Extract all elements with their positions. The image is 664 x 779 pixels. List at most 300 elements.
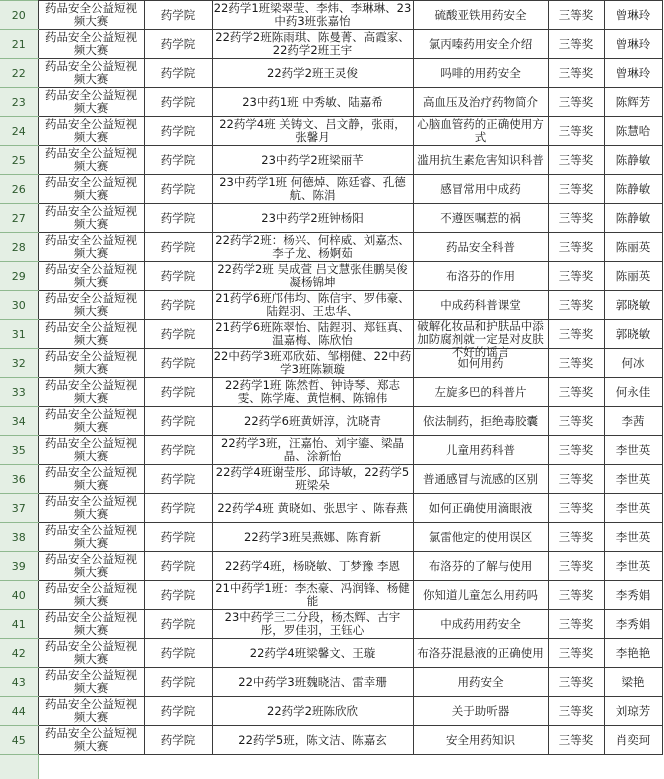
award-cell[interactable] bbox=[548, 233, 604, 262]
college-cell[interactable] bbox=[144, 581, 212, 610]
award-cell[interactable] bbox=[548, 59, 604, 88]
work-title-cell[interactable] bbox=[413, 146, 548, 175]
competition-cell-text: 药品安全公益短视频大赛 bbox=[45, 610, 137, 637]
work-title-cell[interactable] bbox=[413, 1, 548, 30]
award-cell-text: 三等奖 bbox=[558, 529, 594, 544]
row-number[interactable] bbox=[0, 349, 38, 378]
competition-cell[interactable] bbox=[38, 117, 144, 146]
competition-cell[interactable] bbox=[38, 233, 144, 262]
college-cell[interactable] bbox=[144, 494, 212, 523]
row-number[interactable] bbox=[0, 465, 38, 494]
advisor-cell[interactable] bbox=[604, 175, 662, 204]
row-number[interactable] bbox=[0, 59, 38, 88]
work-title-cell[interactable] bbox=[413, 378, 548, 407]
work-title-cell[interactable] bbox=[413, 610, 548, 639]
award-cell[interactable] bbox=[548, 610, 604, 639]
work-title-cell[interactable] bbox=[413, 262, 548, 291]
advisor-cell[interactable] bbox=[604, 262, 662, 291]
competition-cell[interactable] bbox=[38, 291, 144, 320]
participants-cell-text: 22药学4班 关铸文、吕文静，张雨，张馨月 bbox=[219, 117, 406, 144]
advisor-cell[interactable] bbox=[604, 88, 662, 117]
participants-cell[interactable] bbox=[212, 88, 413, 117]
work-title-cell[interactable] bbox=[413, 581, 548, 610]
college-cell[interactable] bbox=[144, 349, 212, 378]
row-number[interactable] bbox=[0, 639, 38, 668]
work-title-cell[interactable] bbox=[413, 697, 548, 726]
college-cell[interactable] bbox=[144, 117, 212, 146]
college-cell-text: 药学院 bbox=[160, 471, 196, 486]
college-cell-text: 药学院 bbox=[160, 152, 196, 167]
work-title-cell[interactable] bbox=[413, 523, 548, 552]
table-row bbox=[0, 610, 662, 639]
work-title-cell[interactable] bbox=[413, 465, 548, 494]
work-title-cell[interactable] bbox=[413, 117, 548, 146]
table-row bbox=[0, 581, 662, 610]
participants-cell[interactable] bbox=[212, 494, 413, 523]
advisor-cell-text: 李秀娟 bbox=[615, 616, 651, 631]
work-title-cell[interactable] bbox=[413, 639, 548, 668]
participants-cell[interactable] bbox=[212, 59, 413, 88]
college-cell[interactable] bbox=[144, 88, 212, 117]
participants-cell-text: 22药学6班黄妍淳，沈晓青 bbox=[244, 413, 381, 428]
participants-cell-text: 22药学4班 黄晓如、张思宇 、陈春燕 bbox=[217, 500, 408, 515]
work-title-cell[interactable] bbox=[413, 233, 548, 262]
row-number[interactable] bbox=[0, 697, 38, 726]
award-cell[interactable] bbox=[548, 1, 604, 30]
advisor-cell-text: 陈静敏 bbox=[615, 181, 651, 196]
row-number[interactable] bbox=[0, 436, 38, 465]
award-cell[interactable] bbox=[548, 349, 604, 378]
competition-cell[interactable] bbox=[38, 320, 144, 349]
award-cell-text: 三等奖 bbox=[558, 65, 594, 80]
work-title-cell[interactable] bbox=[413, 668, 548, 697]
competition-cell-text: 药品安全公益短视频大赛 bbox=[45, 581, 137, 608]
college-cell[interactable] bbox=[144, 262, 212, 291]
advisor-cell[interactable] bbox=[604, 146, 662, 175]
participants-cell[interactable] bbox=[212, 262, 413, 291]
participants-cell-text: 22药学2班：杨兴、何梓威、刘嘉杰、李子龙、杨婀茹 bbox=[215, 233, 410, 260]
participants-cell[interactable] bbox=[212, 1, 413, 30]
work-title-cell[interactable] bbox=[413, 291, 548, 320]
college-cell[interactable] bbox=[144, 291, 212, 320]
row-number[interactable] bbox=[0, 378, 38, 407]
advisor-cell[interactable] bbox=[604, 1, 662, 30]
advisor-cell[interactable] bbox=[604, 726, 662, 755]
row-number-text: 35 bbox=[11, 443, 26, 457]
table-row bbox=[0, 378, 662, 407]
award-cell[interactable] bbox=[548, 465, 604, 494]
table-row bbox=[0, 262, 662, 291]
advisor-cell[interactable] bbox=[604, 610, 662, 639]
college-cell[interactable] bbox=[144, 233, 212, 262]
participants-cell[interactable] bbox=[212, 233, 413, 262]
advisor-cell-text: 何冰 bbox=[621, 355, 645, 370]
participants-cell[interactable] bbox=[212, 581, 413, 610]
college-cell[interactable] bbox=[144, 407, 212, 436]
college-cell[interactable] bbox=[144, 146, 212, 175]
table-row bbox=[0, 1, 662, 30]
row-number-text: 21 bbox=[11, 37, 26, 51]
row-number[interactable] bbox=[0, 581, 38, 610]
competition-cell[interactable] bbox=[38, 146, 144, 175]
row-number[interactable] bbox=[0, 233, 38, 262]
award-cell[interactable] bbox=[548, 204, 604, 233]
advisor-cell-text: 郭晓敏 bbox=[615, 326, 651, 341]
competition-cell-text: 药品安全公益短视频大赛 bbox=[45, 639, 137, 666]
table-row bbox=[0, 349, 662, 378]
participants-cell-text: 22药学4班梁馨文、王璇 bbox=[249, 645, 376, 660]
participants-cell[interactable] bbox=[212, 30, 413, 59]
participants-cell[interactable] bbox=[212, 726, 413, 755]
row-number[interactable] bbox=[0, 175, 38, 204]
advisor-cell[interactable] bbox=[604, 349, 662, 378]
row-number-text: 29 bbox=[11, 269, 26, 283]
advisor-cell[interactable] bbox=[604, 465, 662, 494]
row-number-text: 38 bbox=[11, 530, 26, 544]
row-number[interactable] bbox=[0, 30, 38, 59]
award-cell[interactable] bbox=[548, 668, 604, 697]
college-cell[interactable] bbox=[144, 523, 212, 552]
work-title-cell[interactable] bbox=[413, 319, 548, 359]
work-title-cell[interactable] bbox=[413, 59, 548, 88]
competition-cell[interactable] bbox=[38, 581, 144, 610]
competition-cell[interactable] bbox=[38, 610, 144, 639]
award-cell[interactable] bbox=[548, 407, 604, 436]
row-number[interactable] bbox=[0, 117, 38, 146]
advisor-cell[interactable] bbox=[604, 291, 662, 320]
award-cell-text: 三等奖 bbox=[558, 587, 594, 602]
table-row bbox=[0, 117, 662, 146]
competition-cell-text: 药品安全公益短视频大赛 bbox=[45, 726, 137, 753]
award-cell-text: 三等奖 bbox=[558, 210, 594, 225]
participants-cell[interactable] bbox=[212, 436, 413, 465]
competition-cell[interactable] bbox=[38, 30, 144, 59]
work-title-cell-text: 依法制药，拒绝毒胶囊 bbox=[423, 413, 538, 428]
competition-cell[interactable] bbox=[38, 88, 144, 117]
row-number[interactable] bbox=[0, 494, 38, 523]
participants-cell[interactable] bbox=[212, 320, 413, 349]
row-number-text: 41 bbox=[11, 617, 26, 631]
row-number-text: 22 bbox=[11, 66, 26, 80]
work-title-cell[interactable] bbox=[413, 407, 548, 436]
row-number-text: 26 bbox=[11, 182, 26, 196]
participants-cell[interactable] bbox=[212, 523, 413, 552]
work-title-cell-text: 吗啡的用药安全 bbox=[440, 65, 521, 80]
award-cell-text: 三等奖 bbox=[558, 471, 594, 486]
college-cell[interactable] bbox=[144, 610, 212, 639]
participants-cell-text: 22中药学3班魏晓洁、雷幸珊 bbox=[238, 674, 387, 689]
competition-cell[interactable] bbox=[38, 262, 144, 291]
table-row bbox=[0, 436, 662, 465]
participants-cell-text: 23中药1班 中秀敏、陆嘉希 bbox=[242, 94, 383, 109]
participants-cell-text: 21中药学1班：李杰豪、冯润锋、杨健能 bbox=[215, 581, 410, 608]
competition-cell-text: 药品安全公益短视频大赛 bbox=[45, 233, 137, 260]
college-cell[interactable] bbox=[144, 465, 212, 494]
competition-cell[interactable] bbox=[38, 668, 144, 697]
competition-cell[interactable] bbox=[38, 175, 144, 204]
competition-cell[interactable] bbox=[38, 523, 144, 552]
table-row bbox=[0, 233, 662, 262]
participants-cell[interactable] bbox=[212, 349, 413, 378]
row-number-text: 40 bbox=[11, 588, 26, 602]
award-cell[interactable] bbox=[548, 291, 604, 320]
participants-cell[interactable] bbox=[212, 146, 413, 175]
participants-cell-text: 23中药学2班钟杨阳 bbox=[261, 210, 364, 225]
college-cell[interactable] bbox=[144, 1, 212, 30]
advisor-cell-text: 李世英 bbox=[615, 500, 651, 515]
award-cell[interactable] bbox=[548, 639, 604, 668]
advisor-cell[interactable] bbox=[604, 204, 662, 233]
competition-cell[interactable] bbox=[38, 59, 144, 88]
advisor-cell-text: 李艳艳 bbox=[615, 645, 651, 660]
work-title-cell[interactable] bbox=[413, 175, 548, 204]
advisor-cell-text: 陈慧哈 bbox=[615, 123, 651, 138]
award-cell-text: 三等奖 bbox=[558, 123, 594, 138]
award-cell-text: 三等奖 bbox=[558, 326, 594, 341]
work-title-cell[interactable] bbox=[413, 726, 548, 755]
college-cell[interactable] bbox=[144, 697, 212, 726]
competition-cell-text: 药品安全公益短视频大赛 bbox=[45, 30, 137, 57]
college-cell[interactable] bbox=[144, 726, 212, 755]
table-row bbox=[0, 697, 662, 726]
college-cell[interactable] bbox=[144, 639, 212, 668]
participants-cell[interactable] bbox=[212, 610, 413, 639]
table-row bbox=[0, 175, 662, 204]
row-number[interactable] bbox=[0, 204, 38, 233]
competition-cell-text: 药品安全公益短视频大赛 bbox=[45, 668, 137, 695]
row-number[interactable] bbox=[0, 88, 38, 117]
award-cell[interactable] bbox=[548, 378, 604, 407]
college-cell[interactable] bbox=[144, 552, 212, 581]
advisor-cell[interactable] bbox=[604, 668, 662, 697]
work-title-cell[interactable] bbox=[413, 204, 548, 233]
participants-cell[interactable] bbox=[212, 378, 413, 407]
award-cell[interactable] bbox=[548, 320, 604, 349]
competition-cell[interactable] bbox=[38, 465, 144, 494]
advisor-cell-text: 李秀娟 bbox=[615, 587, 651, 602]
row-number[interactable] bbox=[0, 407, 38, 436]
award-cell-text: 三等奖 bbox=[558, 413, 594, 428]
advisor-cell-text: 陈辉芳 bbox=[615, 94, 651, 109]
advisor-cell-text: 郭晓敏 bbox=[615, 297, 651, 312]
competition-cell-text: 药品安全公益短视频大赛 bbox=[45, 465, 137, 492]
work-title-cell[interactable] bbox=[413, 88, 548, 117]
participants-cell[interactable] bbox=[212, 668, 413, 697]
college-cell-text: 药学院 bbox=[160, 268, 196, 283]
competition-cell[interactable] bbox=[38, 697, 144, 726]
award-cell[interactable] bbox=[548, 88, 604, 117]
advisor-cell[interactable] bbox=[604, 378, 662, 407]
competition-cell-text: 药品安全公益短视频大赛 bbox=[45, 697, 137, 724]
table-body bbox=[0, 1, 662, 755]
competition-cell-text: 药品安全公益短视频大赛 bbox=[45, 146, 137, 173]
competition-cell-text: 药品安全公益短视频大赛 bbox=[45, 117, 137, 144]
advisor-cell[interactable] bbox=[604, 552, 662, 581]
work-title-cell-text: 普通感冒与流感的区别 bbox=[423, 471, 538, 486]
award-cell-text: 三等奖 bbox=[558, 181, 594, 196]
table-row bbox=[0, 320, 662, 349]
award-cell-text: 三等奖 bbox=[558, 355, 594, 370]
work-title-cell-text: 氯雷他定的使用误区 bbox=[428, 529, 533, 544]
award-cell[interactable] bbox=[548, 552, 604, 581]
advisor-cell[interactable] bbox=[604, 30, 662, 59]
row-number[interactable] bbox=[0, 262, 38, 291]
advisor-cell[interactable] bbox=[604, 59, 662, 88]
advisor-cell[interactable] bbox=[604, 117, 662, 146]
participants-cell[interactable] bbox=[212, 407, 413, 436]
table-row bbox=[0, 494, 662, 523]
advisor-cell[interactable] bbox=[604, 407, 662, 436]
award-cell[interactable] bbox=[548, 117, 604, 146]
college-cell[interactable] bbox=[144, 436, 212, 465]
award-cell-text: 三等奖 bbox=[558, 268, 594, 283]
row-number-text: 43 bbox=[11, 675, 26, 689]
award-cell[interactable] bbox=[548, 436, 604, 465]
work-title-cell[interactable] bbox=[413, 552, 548, 581]
competition-cell[interactable] bbox=[38, 726, 144, 755]
advisor-cell[interactable] bbox=[604, 320, 662, 349]
work-title-cell-text: 儿童用药科普 bbox=[446, 442, 515, 457]
row-number[interactable] bbox=[0, 1, 38, 30]
competition-cell[interactable] bbox=[38, 639, 144, 668]
competition-cell[interactable] bbox=[38, 378, 144, 407]
competition-cell[interactable] bbox=[38, 349, 144, 378]
college-cell[interactable] bbox=[144, 204, 212, 233]
row-number-text: 28 bbox=[11, 240, 26, 254]
college-cell-text: 药学院 bbox=[160, 384, 196, 399]
award-cell-text: 三等奖 bbox=[558, 384, 594, 399]
work-title-cell-text: 药品安全科普 bbox=[446, 239, 515, 254]
college-cell-text: 药学院 bbox=[160, 36, 196, 51]
competition-cell[interactable] bbox=[38, 407, 144, 436]
work-title-cell-text: 如何用药 bbox=[457, 355, 504, 370]
award-cell-text: 三等奖 bbox=[558, 297, 594, 312]
participants-cell[interactable] bbox=[212, 291, 413, 320]
work-title-cell[interactable] bbox=[413, 30, 548, 59]
advisor-cell-text: 曾琳玲 bbox=[615, 65, 651, 80]
award-cell[interactable] bbox=[548, 175, 604, 204]
row-number-text: 30 bbox=[11, 298, 26, 312]
college-cell[interactable] bbox=[144, 30, 212, 59]
participants-cell[interactable] bbox=[212, 204, 413, 233]
row-number-text: 39 bbox=[11, 559, 26, 573]
award-cell[interactable] bbox=[548, 697, 604, 726]
college-cell-text: 药学院 bbox=[160, 587, 196, 602]
participants-cell[interactable] bbox=[212, 117, 413, 146]
work-title-cell-text: 高血压及治疗药物简介 bbox=[423, 94, 538, 109]
competition-cell[interactable] bbox=[38, 204, 144, 233]
participants-cell-text: 22药学2班 吴成萱 吕文慧张佳鹏吴俊凝杨锦坤 bbox=[217, 262, 408, 289]
college-cell[interactable] bbox=[144, 378, 212, 407]
advisor-cell[interactable] bbox=[604, 494, 662, 523]
work-title-cell-text: 如何正确使用滴眼液 bbox=[428, 500, 533, 515]
row-number-text: 44 bbox=[11, 704, 26, 718]
row-number[interactable] bbox=[0, 291, 38, 320]
college-cell[interactable] bbox=[144, 59, 212, 88]
advisor-cell[interactable] bbox=[604, 697, 662, 726]
competition-cell[interactable] bbox=[38, 494, 144, 523]
college-cell[interactable] bbox=[144, 320, 212, 349]
advisor-cell-text: 李世英 bbox=[615, 471, 651, 486]
award-cell[interactable] bbox=[548, 581, 604, 610]
competition-cell[interactable] bbox=[38, 1, 144, 30]
award-cell-text: 三等奖 bbox=[558, 500, 594, 515]
award-cell[interactable] bbox=[548, 146, 604, 175]
work-title-cell[interactable] bbox=[413, 494, 548, 523]
participants-cell-text: 21药学6班陈翠怡、陆鋥羽、郑钰真、温嘉梅、陈欣怡 bbox=[215, 320, 410, 347]
advisor-cell-text: 梁艳 bbox=[621, 674, 645, 689]
row-number[interactable] bbox=[0, 320, 38, 349]
advisor-cell-text: 肖奕珂 bbox=[615, 732, 651, 747]
participants-cell[interactable] bbox=[212, 465, 413, 494]
competition-cell[interactable] bbox=[38, 552, 144, 581]
award-cell-text: 三等奖 bbox=[558, 36, 594, 51]
table-row bbox=[0, 465, 662, 494]
row-number[interactable] bbox=[0, 610, 38, 639]
work-title-cell-text: 关于助听器 bbox=[451, 703, 510, 718]
row-number[interactable] bbox=[0, 523, 38, 552]
work-title-cell-text: 中成药科普课堂 bbox=[440, 297, 521, 312]
award-cell[interactable] bbox=[548, 262, 604, 291]
participants-cell[interactable] bbox=[212, 175, 413, 204]
award-cell-text: 三等奖 bbox=[558, 94, 594, 109]
table-row bbox=[0, 407, 662, 436]
row-number[interactable] bbox=[0, 552, 38, 581]
row-number[interactable] bbox=[0, 146, 38, 175]
award-cell[interactable] bbox=[548, 30, 604, 59]
advisor-cell[interactable] bbox=[604, 436, 662, 465]
competition-cell-text: 药品安全公益短视频大赛 bbox=[45, 436, 137, 463]
work-title-cell-text: 心脑血管药的正确使用方式 bbox=[417, 117, 544, 144]
table-row bbox=[0, 30, 662, 59]
advisor-cell[interactable] bbox=[604, 581, 662, 610]
advisor-cell[interactable] bbox=[604, 639, 662, 668]
participants-cell[interactable] bbox=[212, 552, 413, 581]
advisor-cell-text: 李茜 bbox=[621, 413, 645, 428]
table-row bbox=[0, 523, 662, 552]
competition-cell-text: 药品安全公益短视频大赛 bbox=[45, 291, 137, 318]
advisor-cell[interactable] bbox=[604, 233, 662, 262]
competition-cell-text: 药品安全公益短视频大赛 bbox=[45, 552, 137, 579]
participants-cell[interactable] bbox=[212, 639, 413, 668]
work-title-cell-text: 不遵医嘱惹的祸 bbox=[440, 210, 521, 225]
work-title-cell-text: 你知道儿童怎么用药吗 bbox=[423, 587, 538, 602]
participants-cell[interactable] bbox=[212, 697, 413, 726]
row-number-text: 20 bbox=[11, 8, 26, 22]
advisor-cell[interactable] bbox=[604, 523, 662, 552]
competition-cell-text: 药品安全公益短视频大赛 bbox=[45, 1, 137, 28]
row-number[interactable] bbox=[0, 668, 38, 697]
award-cell[interactable] bbox=[548, 726, 604, 755]
college-cell-text: 药学院 bbox=[160, 355, 196, 370]
college-cell-text: 药学院 bbox=[160, 529, 196, 544]
row-number[interactable] bbox=[0, 726, 38, 755]
college-cell[interactable] bbox=[144, 668, 212, 697]
table-row bbox=[0, 668, 662, 697]
college-cell-text: 药学院 bbox=[160, 558, 196, 573]
college-cell[interactable] bbox=[144, 175, 212, 204]
college-cell-text: 药学院 bbox=[160, 732, 196, 747]
participants-cell-text: 22药学2班王灵俊 bbox=[267, 65, 358, 80]
competition-cell-text: 药品安全公益短视频大赛 bbox=[45, 523, 137, 550]
work-title-cell-text: 破解化妆品和护肤品中添加防腐剂就一定是对皮肤不好的谣言 bbox=[417, 319, 544, 359]
work-title-cell[interactable] bbox=[413, 436, 548, 465]
award-cell[interactable] bbox=[548, 494, 604, 523]
award-cell[interactable] bbox=[548, 523, 604, 552]
advisor-cell-text: 李世英 bbox=[615, 442, 651, 457]
award-cell-text: 三等奖 bbox=[558, 732, 594, 747]
competition-cell[interactable] bbox=[38, 436, 144, 465]
